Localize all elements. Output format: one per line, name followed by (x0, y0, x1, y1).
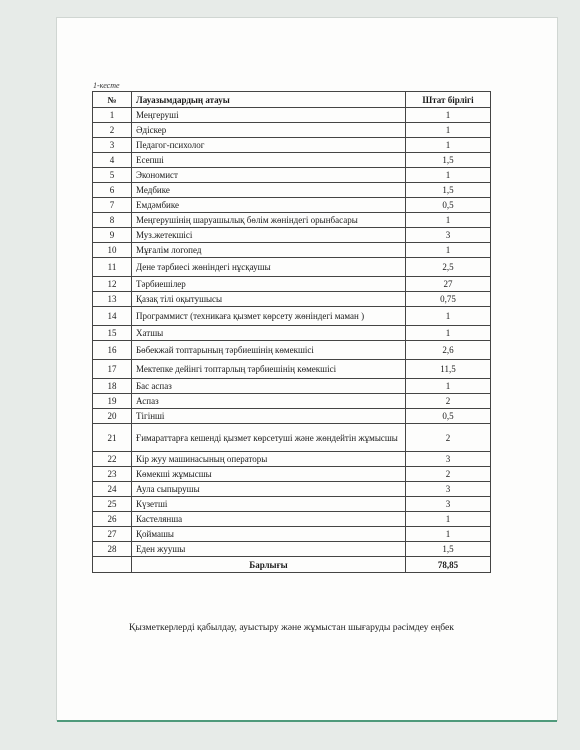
row-position: Медбике (132, 183, 406, 198)
table-row (93, 467, 491, 482)
table-row (93, 542, 491, 557)
row-units: 1 (406, 379, 491, 394)
row-units: 1 (406, 123, 491, 138)
table-row (93, 394, 491, 409)
row-number: 22 (93, 452, 132, 467)
row-units: 1,5 (406, 542, 491, 557)
table-row (93, 198, 491, 213)
row-position: Бөбекжай топтарының тәрбиешінің көмекшісі (132, 341, 406, 360)
row-number: 12 (93, 277, 132, 292)
total-label: Барлығы (132, 557, 406, 573)
row-position: Күзетші (132, 497, 406, 512)
row-units: 1 (406, 243, 491, 258)
row-position: Көмекші жұмысшы (132, 467, 406, 482)
table-row (93, 424, 491, 452)
table-row (93, 123, 491, 138)
row-position: Еден жуушы (132, 542, 406, 557)
row-position: Дене тәрбиесі жөніндегі нұсқаушы (132, 258, 406, 277)
row-position: Мектепке дейінгі топтарлың тәрбиешінің көмекшісі (132, 360, 406, 379)
table-row (93, 341, 491, 360)
row-number: 6 (93, 183, 132, 198)
total-units: 78,85 (406, 557, 491, 573)
row-units: 1 (406, 326, 491, 341)
row-number: 20 (93, 409, 132, 424)
row-position: Әдіскер (132, 123, 406, 138)
table-row (93, 512, 491, 527)
row-number: 16 (93, 341, 132, 360)
row-units: 2 (406, 394, 491, 409)
row-position: Тәрбиешілер (132, 277, 406, 292)
table-row (93, 360, 491, 379)
row-number: 25 (93, 497, 132, 512)
row-units: 2 (406, 467, 491, 482)
row-position: Тігінші (132, 409, 406, 424)
table-row (93, 108, 491, 123)
row-position: Экономист (132, 168, 406, 183)
header-number: № (93, 92, 132, 108)
row-units: 2 (406, 424, 491, 452)
row-units: 3 (406, 452, 491, 467)
row-units: 3 (406, 228, 491, 243)
table-header-row (93, 92, 491, 108)
row-units: 2,6 (406, 341, 491, 360)
row-position: Кір жуу машинасының операторы (132, 452, 406, 467)
row-number: 9 (93, 228, 132, 243)
row-number: 8 (93, 213, 132, 228)
table-row (93, 258, 491, 277)
row-number: 3 (93, 138, 132, 153)
table-row (93, 326, 491, 341)
total-row (93, 557, 491, 573)
row-position: Аула сыпырушы (132, 482, 406, 497)
row-units: 1 (406, 138, 491, 153)
row-number: 26 (93, 512, 132, 527)
row-number: 15 (93, 326, 132, 341)
table-caption: 1-кесте (93, 81, 120, 90)
row-units: 0,5 (406, 409, 491, 424)
table-row (93, 183, 491, 198)
row-position: Есепші (132, 153, 406, 168)
row-units: 1 (406, 512, 491, 527)
row-units: 1 (406, 168, 491, 183)
row-number: 10 (93, 243, 132, 258)
row-units: 1 (406, 108, 491, 123)
table-row (93, 213, 491, 228)
row-units: 1,5 (406, 183, 491, 198)
row-number: 21 (93, 424, 132, 452)
row-number: 2 (93, 123, 132, 138)
row-units: 1,5 (406, 153, 491, 168)
row-units: 3 (406, 497, 491, 512)
row-position: Қоймашы (132, 527, 406, 542)
row-position: Ғимараттарға кешенді қызмет көрсетуші және жөндейтін жұмысшы (132, 424, 406, 452)
row-position: Қазақ тілі оқытушысы (132, 292, 406, 307)
row-units: 1 (406, 527, 491, 542)
row-number: 23 (93, 467, 132, 482)
row-units: 1 (406, 213, 491, 228)
table-row (93, 168, 491, 183)
table-row (93, 307, 491, 326)
row-position: Бас аспаз (132, 379, 406, 394)
header-position: Лауазымдардың атауы (132, 92, 406, 108)
row-number: 4 (93, 153, 132, 168)
table-row (93, 527, 491, 542)
row-units: 27 (406, 277, 491, 292)
table-row (93, 452, 491, 467)
row-number: 18 (93, 379, 132, 394)
row-number: 7 (93, 198, 132, 213)
table-row (93, 409, 491, 424)
row-position: Аспаз (132, 394, 406, 409)
table-row (93, 153, 491, 168)
total-empty-cell (93, 557, 132, 573)
row-units: 3 (406, 482, 491, 497)
table-row (93, 497, 491, 512)
row-units: 0,5 (406, 198, 491, 213)
row-position: Муз.жетекшісі (132, 228, 406, 243)
table-row (93, 243, 491, 258)
row-number: 19 (93, 394, 132, 409)
table-row (93, 277, 491, 292)
row-units: 2,5 (406, 258, 491, 277)
row-number: 11 (93, 258, 132, 277)
row-number: 5 (93, 168, 132, 183)
row-position: Меңгеруші (132, 108, 406, 123)
row-position: Педагог-психолог (132, 138, 406, 153)
row-number: 28 (93, 542, 132, 557)
row-number: 1 (93, 108, 132, 123)
row-position: Программист (техникаға қызмет көрсету жөніндегі маман ) (132, 307, 406, 326)
staff-table (92, 91, 491, 573)
table-row (93, 292, 491, 307)
row-position: Мұғалім логопед (132, 243, 406, 258)
table-row (93, 138, 491, 153)
row-position: Емдәмбике (132, 198, 406, 213)
table-row (93, 228, 491, 243)
row-units: 0,75 (406, 292, 491, 307)
row-position: Меңгерушінің шаруашылық бөлім жөніндегі орынбасары (132, 213, 406, 228)
row-number: 13 (93, 292, 132, 307)
row-position: Хатшы (132, 326, 406, 341)
row-number: 14 (93, 307, 132, 326)
header-units: Штат бірлігі (406, 92, 491, 108)
row-position: Кастелянша (132, 512, 406, 527)
table-row (93, 379, 491, 394)
document-page (57, 18, 557, 720)
row-units: 11,5 (406, 360, 491, 379)
row-number: 24 (93, 482, 132, 497)
row-units: 1 (406, 307, 491, 326)
table-row (93, 482, 491, 497)
row-number: 27 (93, 527, 132, 542)
body-paragraph: Қызметкерлерді қабылдау, ауыстыру және жұмыстан шығаруды рәсімдеу еңбек (129, 622, 454, 633)
row-number: 17 (93, 360, 132, 379)
